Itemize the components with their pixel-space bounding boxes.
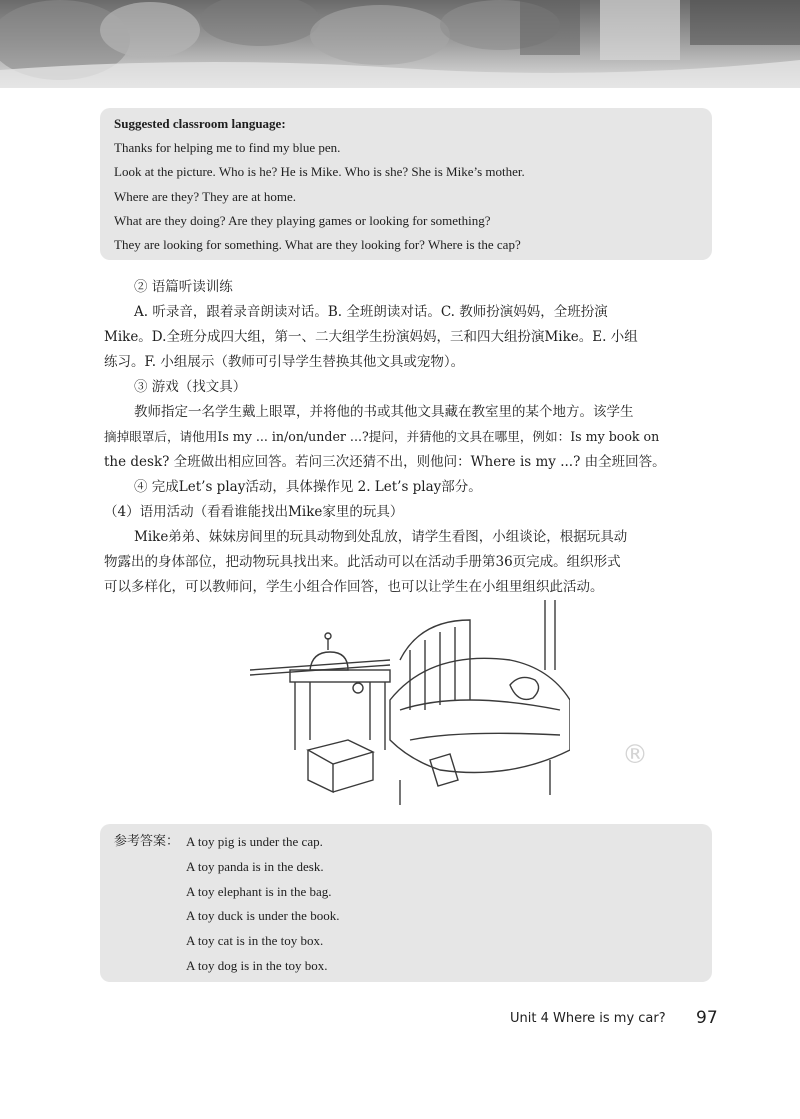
classroom-language-line: What are they doing? Are they playing games or looking for something? bbox=[114, 213, 491, 228]
page-number: 97 bbox=[696, 1008, 718, 1028]
answer-item: A toy cat is in the toy box. bbox=[186, 933, 324, 948]
answers-label: 参考答案： bbox=[114, 834, 180, 849]
body-line: 物露出的身体部位，把动物玩具找出来。此活动可以在活动手册第36页完成。组织形式 bbox=[104, 554, 621, 570]
classroom-language-line: They are looking for something. What are they looking for? Where is the cap? bbox=[114, 237, 521, 252]
classroom-language-line: Look at the picture. Who is he? He is Mike. Who is she? She is Mike’s mother. bbox=[114, 164, 525, 179]
body-line: 教师指定一名学生戴上眼罩，并将他的书或其他文具藏在教室里的某个地方。该学生 bbox=[134, 404, 634, 420]
section-heading: ④ 完成Let’s play活动，具体操作见 2. Let’s play部分。 bbox=[134, 479, 482, 495]
body-line: 摘掉眼罩后，请他用Is my ... in/on/under ...?提问，并猜他的文具在哪里，例如：Is my book on bbox=[104, 429, 660, 444]
bedroom-illustration bbox=[250, 600, 570, 815]
section-heading: （4）语用活动（看看谁能找出Mike家里的玩具） bbox=[104, 504, 404, 520]
answer-item: A toy elephant is in the bag. bbox=[186, 884, 332, 899]
classroom-language-line: Thanks for helping me to find my blue pen. bbox=[114, 140, 341, 155]
body-line: Mike。D.全班分成四大组，第一、二大组学生扮演妈妈，三和四大组扮演Mike。E. 小组 bbox=[104, 329, 638, 345]
header-banner bbox=[0, 0, 800, 88]
footer-unit-title: Unit 4 Where is my car? bbox=[510, 1011, 666, 1026]
desk-top bbox=[290, 670, 390, 682]
answer-item: A toy dog is in the toy box. bbox=[186, 958, 328, 973]
body-line: A. 听录音，跟着录音朗读对话。B. 全班朗读对话。C. 教师扮演妈妈，全班扮演 bbox=[134, 304, 608, 320]
answer-item: A toy duck is under the book. bbox=[186, 908, 340, 923]
body-line: Mike弟弟、妹妹房间里的玩具动物到处乱放，请学生看图，小组谈论，根据玩具动 bbox=[134, 529, 628, 545]
body-line: 练习。F. 小组展示（教师可引导学生替换其他文具或宠物）。 bbox=[104, 354, 465, 370]
registered-watermark: ® bbox=[622, 740, 648, 770]
answer-item: A toy panda is in the desk. bbox=[186, 859, 324, 874]
section-heading: ② 语篇听读训练 bbox=[134, 279, 233, 295]
banner-illustration bbox=[0, 0, 800, 88]
body-line: 可以多样化，可以教师问，学生小组合作回答，也可以让学生在小组里组织此活动。 bbox=[104, 579, 604, 595]
classroom-language-heading: Suggested classroom language: bbox=[114, 116, 286, 131]
section-heading: ③ 游戏（找文具） bbox=[134, 379, 247, 395]
answer-item: A toy pig is under the cap. bbox=[186, 834, 323, 849]
body-line: the desk? 全班做出相应回答。若问三次还猜不出，则他问：Where is my ...? 由全班回答。 bbox=[104, 454, 666, 470]
classroom-language-line: Where are they? They are at home. bbox=[114, 189, 297, 204]
